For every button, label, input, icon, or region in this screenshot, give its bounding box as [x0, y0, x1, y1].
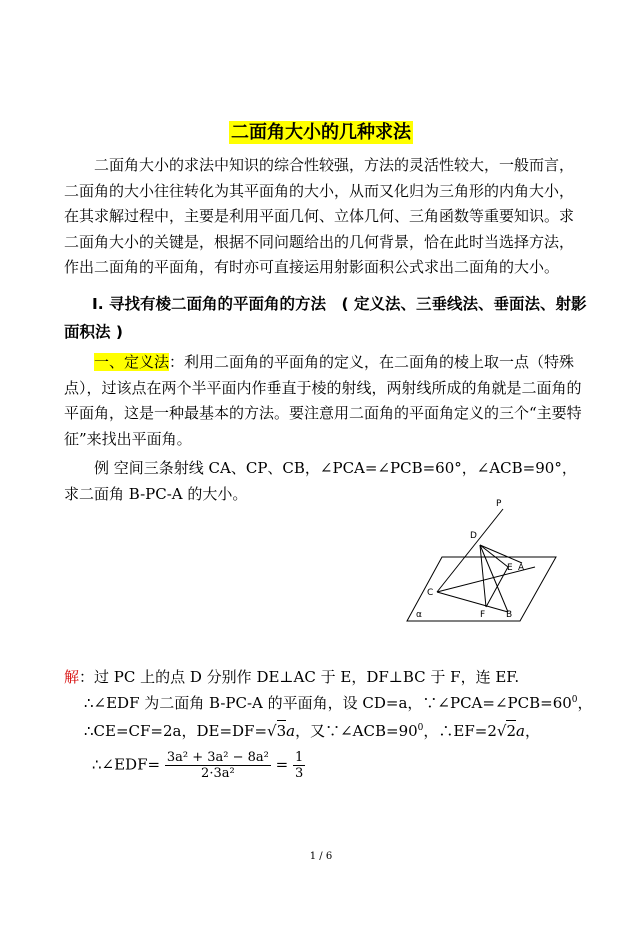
- title-text: 二面角大小的几种求法: [231, 122, 411, 143]
- segment-ef: [486, 567, 508, 607]
- fraction-main: [165, 750, 271, 781]
- label-P: P: [496, 499, 502, 509]
- solution-line3d: ，: [524, 722, 540, 740]
- example-text: 例 空间三条射线 CA、CP、CB，∠PCA=∠PCB=60°，∠ACB=90°，求二面角 B-PC-A 的大小。: [64, 459, 577, 503]
- geometry-figure: [400, 495, 560, 630]
- solution-label: 解: [64, 668, 80, 686]
- solution-line4a: ∴∠EDF=: [92, 755, 161, 774]
- degree-sup-2: 0: [417, 723, 424, 733]
- degree-sup: 0: [571, 695, 578, 705]
- sqrt-value: 3: [276, 722, 287, 740]
- result-denominator: 3: [295, 766, 304, 781]
- segment-df: [480, 545, 486, 607]
- solution-line1-text: ：过 PC 上的点 D 分别作 DE⊥AC 于 E，DF⊥BC 于 F，连 EF.: [79, 668, 520, 686]
- solution-line2-end: ，: [577, 694, 593, 712]
- method1-paragraph: [64, 350, 584, 452]
- solution-line3c: ，∴EF=2: [423, 722, 497, 740]
- solution-line3b: ，又∵∠ACB=90: [295, 722, 418, 740]
- var-a: a: [286, 722, 296, 740]
- var-a-2: a: [515, 722, 525, 740]
- page-footer: 1 / 6: [309, 851, 333, 862]
- solution-line3a: ∴CE=CF=2a，DE=DF=: [84, 722, 268, 740]
- fraction-denominator: 2·3a²: [201, 766, 235, 781]
- solution-line-4: [92, 750, 305, 781]
- label-F: F: [480, 610, 486, 620]
- solution-line-2: [84, 692, 593, 713]
- sqrt-symbol: √: [267, 722, 277, 740]
- solution-line-1: [64, 666, 519, 687]
- section-heading-text: I. 寻找有棱二面角的平面角的方法 ( 定义法、三垂线法、垂面法、射影面积法 ): [64, 295, 587, 341]
- label-B: B: [506, 610, 513, 620]
- fraction-numerator: 3a² + 3a² − 8a²: [166, 750, 269, 765]
- label-D: D: [470, 531, 477, 541]
- sqrt-symbol-2: √: [496, 722, 507, 740]
- fraction-result: [293, 750, 305, 781]
- label-E: E: [507, 563, 513, 573]
- page-title: [0, 118, 642, 144]
- intro-text: 二面角大小的求法中知识的综合性较强，方法的灵活性较大，一般而言，二面角的大小往往转化为其平面角的大小，从而又化归为三角形的内角大小，在其求解过程中，主要是利用平面几何、立体几何、三角函数等重要知识。求二面角大小的关键是，根据不同问题给出的几何背景，恰在此时当选择方法，作出二面角的平面角，有时亦可直接运用射影面积公式求出二面角的大小。: [64, 156, 575, 276]
- method1-text: ：利用二面角的平面角的定义，在二面角的棱上取一点（特殊点），过该点在两个半平面内作垂直于棱的射线，两射线所成的角就是二面角的平面角，这是一种最基本的方法。要注意用二面角的平面角定义的三个“主要特征”来找出平面角。: [64, 353, 582, 448]
- label-C: C: [427, 588, 434, 598]
- section-heading: [64, 290, 588, 346]
- sqrt-value-2: 2: [506, 722, 516, 740]
- equals-sign: =: [275, 755, 289, 774]
- label-A: A: [518, 563, 525, 573]
- solution-line2-text: ∴∠EDF 为二面角 B-PC-A 的平面角，设 CD=a，∵∠PCA=∠PCB=60: [84, 694, 572, 712]
- label-alpha: α: [416, 610, 422, 620]
- method1-text-block: [64, 350, 584, 452]
- intro-paragraph: [64, 153, 584, 281]
- result-numerator: 1: [295, 750, 304, 765]
- solution-line-3: [84, 720, 540, 741]
- segment-cb: [437, 592, 508, 612]
- method1-label: 一、定义法: [94, 353, 170, 371]
